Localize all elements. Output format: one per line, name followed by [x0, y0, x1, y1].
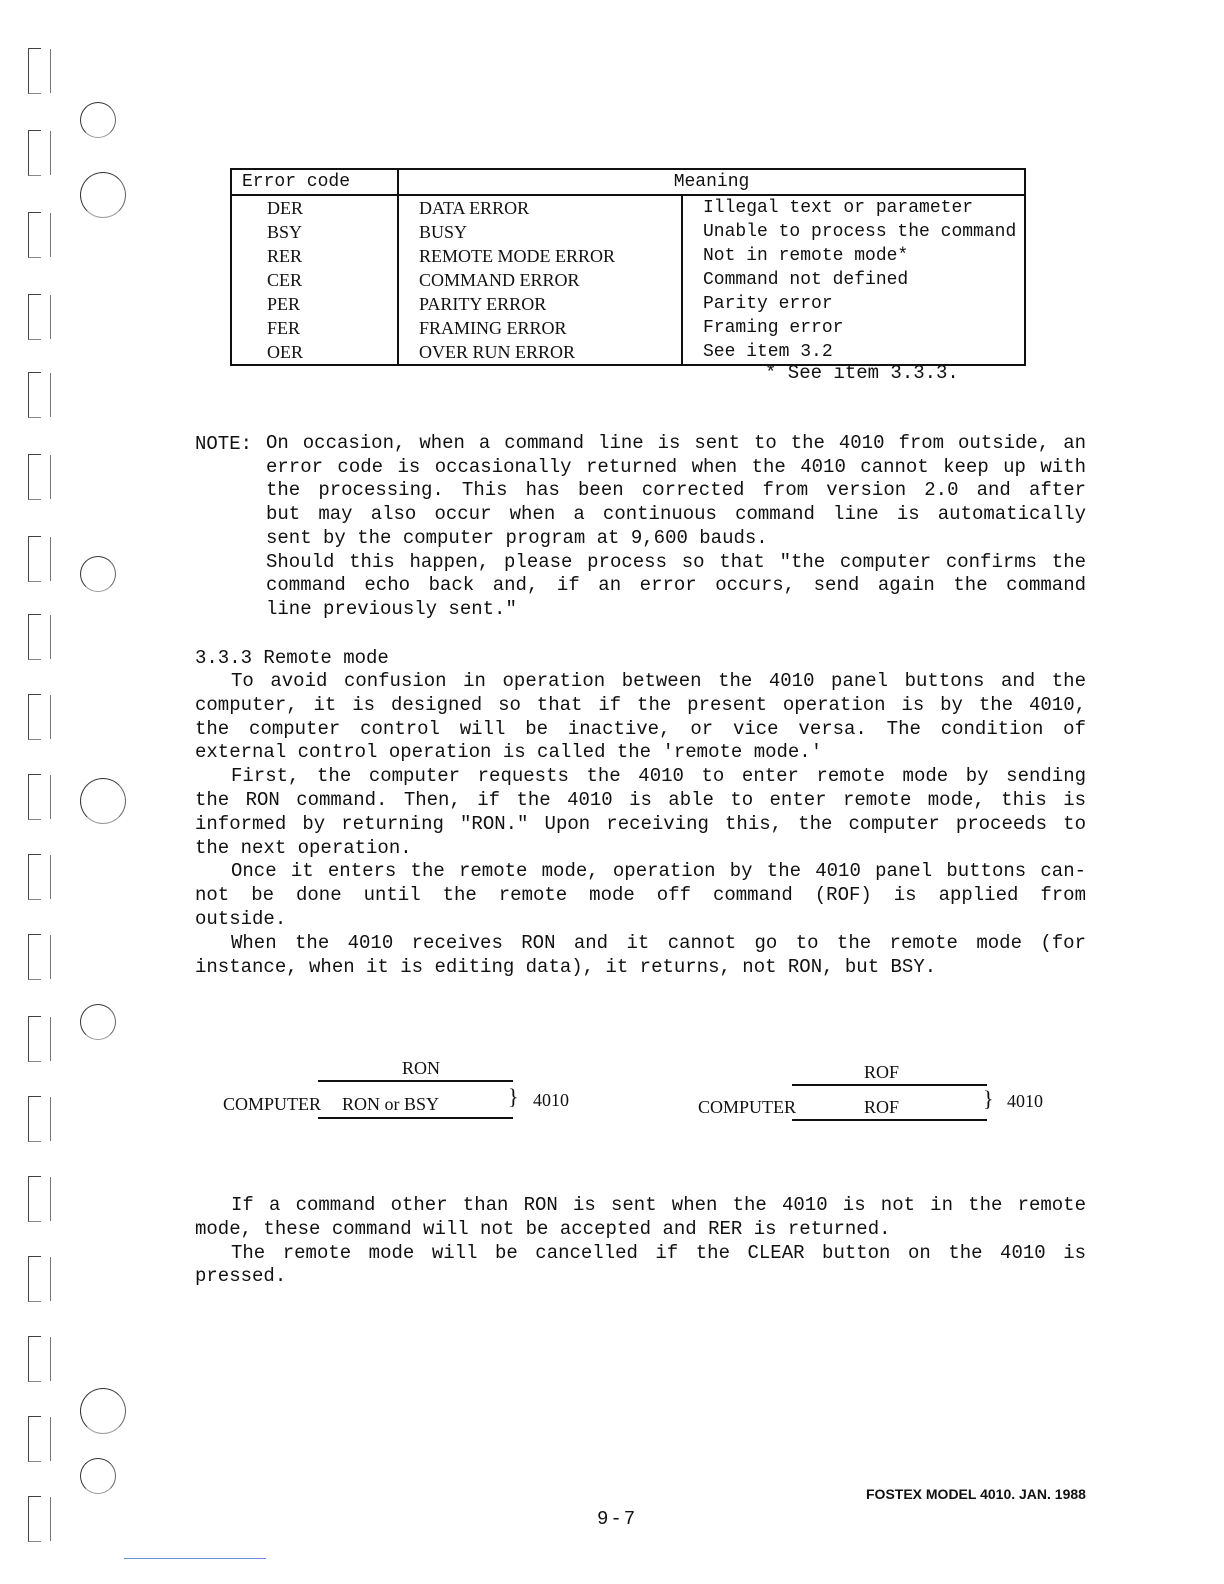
error-code-cell: PER	[231, 292, 398, 316]
section-heading: 3.3.3 Remote mode	[195, 647, 389, 669]
bottom-rule	[124, 1558, 266, 1559]
footer-publisher: FOSTEX MODEL 4010. JAN. 1988	[866, 1486, 1086, 1502]
punch-hole	[80, 102, 116, 138]
binder-bracket	[28, 774, 41, 820]
diagram-ron-top-label: RON	[402, 1058, 441, 1078]
table-footnote: * See item 3.3.3.	[765, 362, 959, 384]
error-desc-cell: Framing error	[703, 318, 844, 338]
error-name-cell: FRAMING ERROR	[398, 316, 682, 340]
error-name-cell: DATA ERROR	[398, 195, 682, 220]
punch-hole	[80, 1458, 116, 1494]
header-error-code: Error code	[231, 169, 398, 195]
text-line: On occasion, when a command line is sent to the 4010 from outside, an	[266, 432, 1086, 454]
binder-bracket	[28, 48, 41, 94]
punch-hole	[80, 778, 126, 824]
table-header-row	[231, 169, 1025, 195]
text-line: First, the computer requests the 4010 to enter remote mode by sending	[231, 765, 1086, 788]
diagram-ron-right-label: 4010	[533, 1090, 569, 1110]
binder-bracket	[28, 1416, 41, 1462]
punch-hole	[80, 1388, 126, 1434]
table-row	[231, 244, 1025, 268]
closing-body	[195, 1194, 1086, 1289]
text-line: mode, these command will not be accepted and RER is returned.	[195, 1217, 891, 1240]
error-desc-cell: See item 3.2	[703, 342, 833, 362]
text-line: sent by the computer program at 9,600 bauds.	[266, 526, 768, 549]
text-line: informed by returning "RON." Upon receiving this, the computer proceeds to	[195, 812, 1086, 835]
error-desc-cell: Illegal text or parameter	[703, 198, 974, 218]
binder-bracket	[28, 1176, 41, 1222]
text-line: the RON command. Then, if the 4010 is able to enter remote mode, this is	[195, 788, 1086, 811]
page-number: 9-7	[597, 1508, 638, 1530]
table-row	[231, 220, 1025, 244]
text-line: computer, it is designed so that if the present operation is by the 4010,	[195, 693, 1086, 716]
table-row	[231, 316, 1025, 340]
binder-bracket	[28, 536, 41, 582]
binder-bracket	[28, 614, 41, 660]
diagram-rof-bottom-arrow	[792, 1119, 987, 1121]
text-line: pressed.	[195, 1265, 287, 1288]
text-line: To avoid confusion in operation between the 4010 panel buttons and the	[231, 670, 1086, 692]
error-code-cell: RER	[231, 244, 398, 268]
diagram-rof-bottom-label: ROF	[864, 1097, 900, 1117]
diagram-ron-top-arrow	[318, 1080, 513, 1082]
diagram-rof-left-label: COMPUTER	[698, 1097, 797, 1117]
brace: }	[508, 1084, 519, 1109]
text-line: The remote mode will be cancelled if the CLEAR button on the 4010 is	[231, 1241, 1086, 1264]
error-desc-cell: Unable to process the command	[703, 222, 1017, 242]
text-line: line previously sent."	[266, 597, 517, 620]
punch-hole	[80, 556, 116, 592]
diagram-ron-bottom-arrow	[318, 1117, 513, 1119]
binder-bracket	[28, 694, 41, 740]
binder-bracket	[28, 454, 41, 500]
binder-bracket	[28, 1336, 41, 1382]
text-line: When the 4010 receives RON and it cannot go to the remote mode (for	[231, 931, 1086, 954]
diagram-rof-top-arrow	[792, 1084, 987, 1086]
table-row	[231, 292, 1025, 316]
binder-bracket	[28, 372, 41, 418]
binder-bracket	[28, 934, 41, 980]
header-meaning: Meaning	[398, 169, 1025, 195]
error-name-cell: COMMAND ERROR	[398, 268, 682, 292]
text-line: error code is occasionally returned when the 4010 cannot keep up with	[266, 455, 1086, 478]
text-line: command echo back and, if an error occurs, send again the command	[266, 574, 1086, 597]
error-code-cell: FER	[231, 316, 398, 340]
binder-bracket	[28, 1096, 41, 1142]
text-line: the next operation.	[195, 836, 412, 859]
binder-bracket	[28, 294, 41, 340]
error-desc-cell: Not in remote mode*	[703, 246, 909, 266]
error-code-table	[230, 168, 1026, 366]
diagram-rof-right-label: 4010	[1007, 1091, 1043, 1111]
text-line: external control operation is called the 'remote mode.'	[195, 741, 823, 764]
note-label: NOTE:	[195, 433, 253, 455]
diagram-ron-bottom-label: RON or BSY	[342, 1094, 440, 1114]
error-code-cell: DER	[231, 195, 398, 220]
error-desc-cell: Parity error	[703, 294, 833, 314]
binder-bracket	[28, 854, 41, 900]
punch-hole	[80, 1004, 116, 1040]
brace: }	[983, 1086, 994, 1111]
text-line: If a command other than RON is sent when the 4010 is not in the remote	[231, 1194, 1086, 1216]
table-row	[231, 195, 1025, 220]
error-code-cell: CER	[231, 268, 398, 292]
text-line: the processing. This has been corrected from version 2.0 and after	[266, 479, 1086, 502]
error-name-cell: REMOTE MODE ERROR	[398, 244, 682, 268]
binder-bracket	[28, 1256, 41, 1302]
error-code-cell: BSY	[231, 220, 398, 244]
error-desc-cell: Command not defined	[703, 270, 909, 290]
error-name-cell: PARITY ERROR	[398, 292, 682, 316]
text-line: instance, when it is editing data), it returns, not RON, but BSY.	[195, 955, 937, 978]
diagram-rof-top-label: ROF	[864, 1062, 900, 1082]
error-name-cell: BUSY	[398, 220, 682, 244]
diagram-ron-left-label: COMPUTER	[223, 1094, 322, 1114]
text-line: but may also occur when a continuous command line is automatically	[266, 503, 1086, 526]
text-line: Once it enters the remote mode, operation by the 4010 panel buttons can-	[231, 860, 1086, 883]
text-line: Should this happen, please process so that "the computer confirms the	[266, 550, 1086, 573]
text-line: outside.	[195, 907, 287, 930]
error-code-cell: OER	[231, 340, 398, 365]
text-line: not be done until the remote mode off command (ROF) is applied from	[195, 884, 1086, 907]
error-name-cell: OVER RUN ERROR	[398, 340, 682, 365]
table-row	[231, 268, 1025, 292]
binder-bracket	[28, 1016, 41, 1062]
text-line: the computer control will be inactive, or vice versa. The condition of	[195, 717, 1086, 740]
binder-bracket	[28, 1496, 41, 1542]
binder-bracket	[28, 130, 41, 176]
punch-hole	[80, 172, 126, 218]
binder-bracket	[28, 212, 41, 258]
note-body	[266, 432, 1086, 622]
section-body	[195, 670, 1086, 979]
